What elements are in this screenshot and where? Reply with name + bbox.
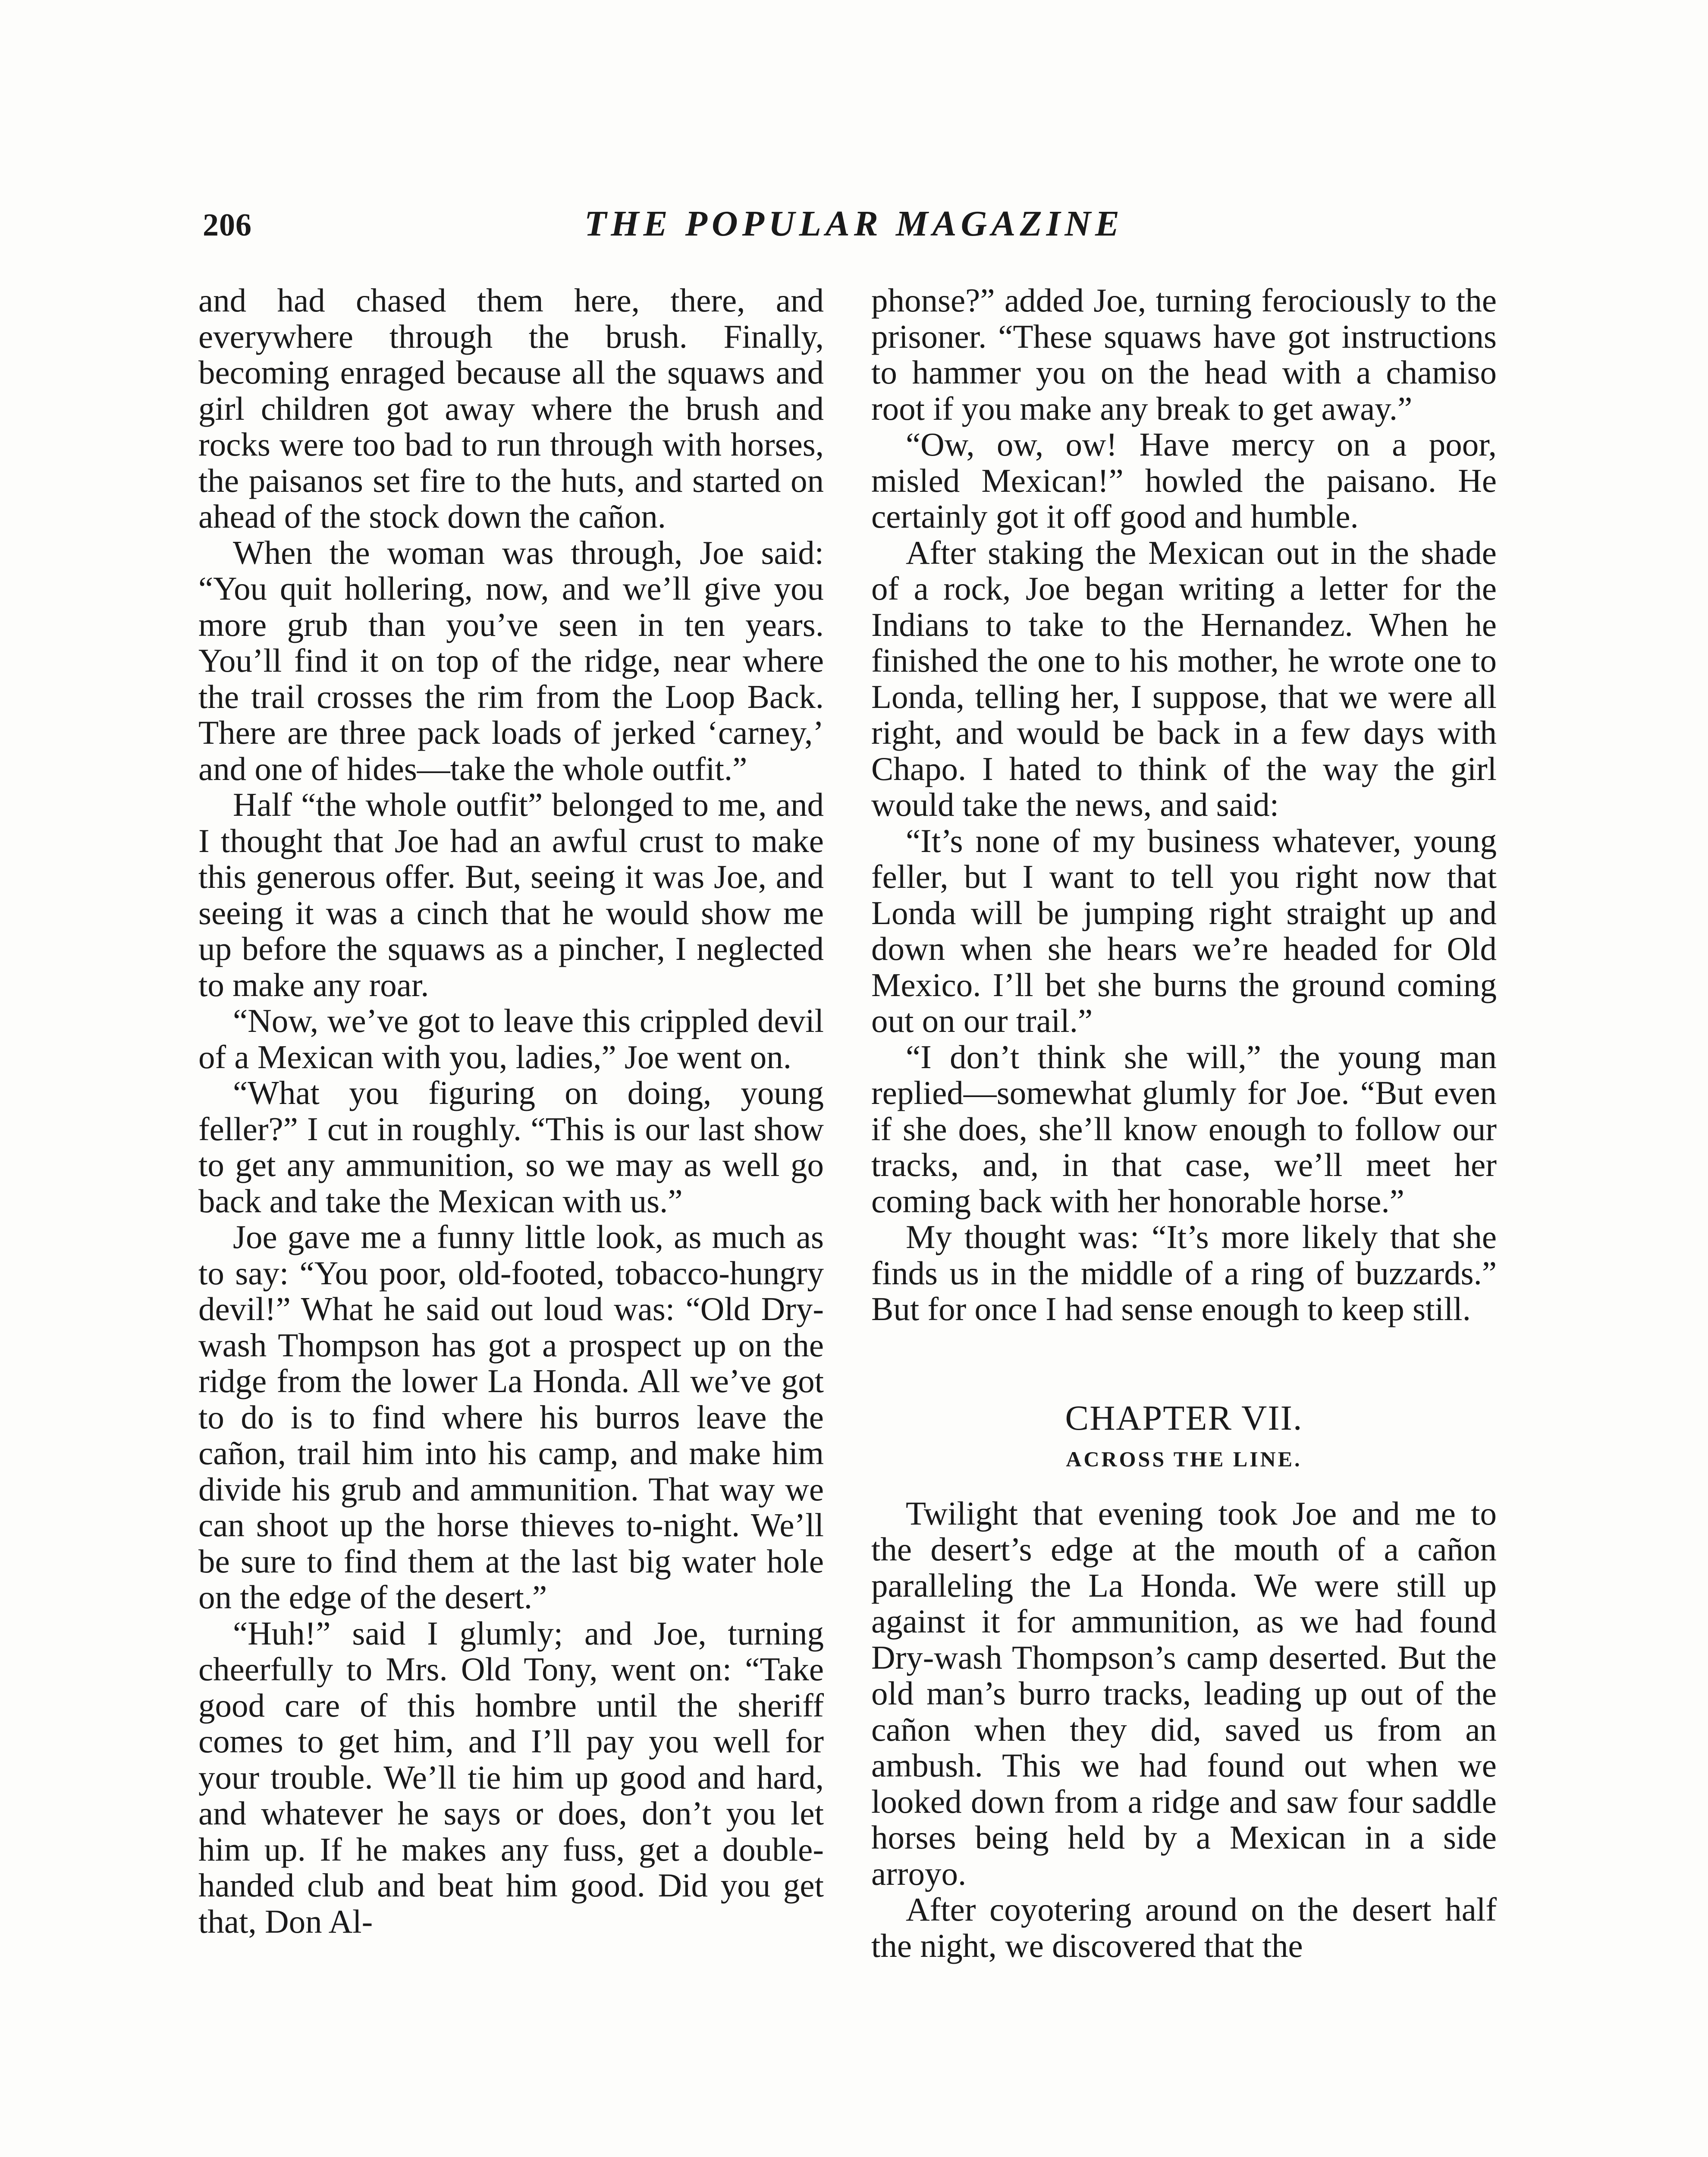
page-number: 206	[203, 208, 252, 243]
paragraph: After staking the Mexican out in the shade of a rock, Joe began writing a letter for the Indians to take to the Hernandez. When he finished the one to his mother, he wrote one to Londa, telling her, I suppose, that we were all right, and would be back in a few days with Chapo. I hated to think of the way the girl would take the news, and said:	[871, 534, 1497, 823]
paragraph: My thought was: “It’s more likely that she finds us in the middle of a ring of buzzards.” But for once I had sense enough to keep still.	[871, 1218, 1497, 1327]
magazine-title: THE POPULAR MAGAZINE	[584, 204, 1124, 244]
paragraph: phonse?” added Joe, turning ferociously to the prisoner. “These squaws have got instructions to hammer you on the head with a chamiso root if you make any break to get away.”	[871, 282, 1497, 427]
paragraph: “Huh!” said I glumly; and Joe, turning cheerfully to Mrs. Old Tony, went on: “Take good care of this hombre until the sheriff comes to get him, and I’ll pay you well for your trouble. We’ll tie him up good and hard, and whatever he says or does, don’t you let him up. If he makes any fuss, get a double-handed club and beat him good. Did you get that, Don Al-	[198, 1614, 824, 1940]
paragraph: “Ow, ow, ow! Have mercy on a poor, misled Mexican!” howled the paisano. He certainly got it off good and humble.	[871, 426, 1497, 535]
paragraph: “I don’t think she will,” the young man replied—somewhat glumly for Joe. “But even if she does, she’ll know enough to follow our tracks, and, in that case, we’ll meet her coming back with her honorable horse.”	[871, 1038, 1497, 1220]
chapter-subtitle: ACROSS THE LINE.	[1066, 1446, 1302, 1471]
paragraph: “Now, we’ve got to leave this crippled devil of a Mexican with you, ladies,” Joe went on.	[198, 1002, 824, 1075]
paragraph: “It’s none of my business whatever, young feller, but I want to tell you right now that Londa will be jumping right straight up and down when she hears we’re headed for Old Mexico. I’ll bet she burns the ground coming out on our trail.”	[871, 822, 1497, 1039]
paragraph: and had chased them here, there, and everywhere through the brush. Finally, becoming enraged because all the squaws and girl children got away where the brush and rocks were too bad to run through with horses, the paisanos set fire to the huts, and started on ahead of the stock down the cañon.	[198, 282, 824, 535]
paragraph: When the woman was through, Joe said: “You quit hollering, now, and we’ll give you more grub than you’ve seen in ten years. You’ll find it on top of the ridge, near where the trail crosses the rim from the Loop Back. There are three pack loads of jerked ‘carney,’ and one of hides—take the whole outfit.”	[198, 534, 824, 787]
paragraph: Half “the whole outfit” belonged to me, and I thought that Joe had an awful crust to make this generous offer. But, seeing it was Joe, and seeing it was a cinch that he would show me up before the squaws as a pincher, I neglected to make any roar.	[198, 786, 824, 1003]
paragraph: Joe gave me a funny little look, as much as to say: “You poor, old-footed, tobacco-hungry devil!” What he said out loud was: “Old Dry-wash Thompson has got a prospect up on the ridge from the lower La Honda. All we’ve got to do is to find where his burros leave the cañon, trail him into his camp, and make him divide his grub and ammunition. That way we can shoot up the horse thieves to-night. We’ll be sure to find them at the last big water hole on the edge of the desert.”	[198, 1218, 824, 1616]
chapter-heading: CHAPTER VII.	[1065, 1398, 1303, 1437]
right-column	[871, 283, 1497, 1964]
paragraph: After coyotering around on the desert half the night, we discovered that the	[871, 1891, 1497, 1964]
paragraph: Twilight that evening took Joe and me to the desert’s edge at the mouth of a cañon paralleling the La Honda. We were still up against it for ammunition, as we had found Dry-wash Thompson’s camp deserted. But the old man’s burro tracks, leading up out of the cañon when they did, saved us from an ambush. This we had found out when we looked down from a ridge and saw four saddle horses being held by a Mexican in a side arroyo.	[871, 1494, 1497, 1892]
left-column	[198, 283, 824, 1940]
paragraph: “What you figuring on doing, young feller?” I cut in roughly. “This is our last show to get any ammunition, so we may as well go back and take the Mexican with us.”	[198, 1074, 824, 1220]
page-header	[203, 203, 1505, 255]
